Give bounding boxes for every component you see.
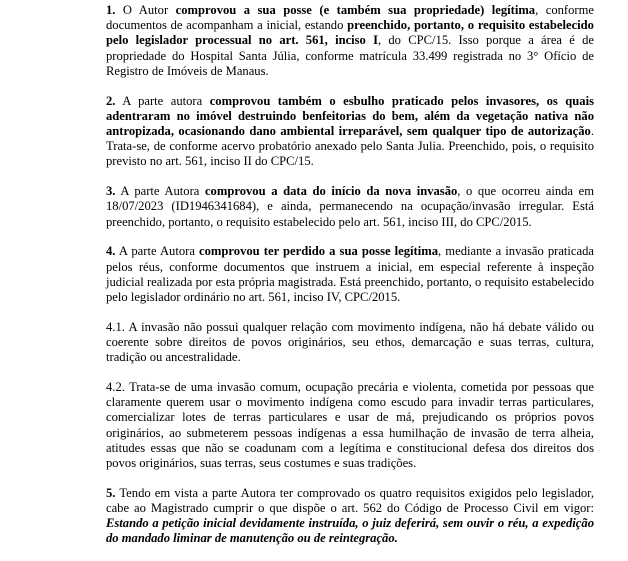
paragraph-emphasis: preenchido, portanto, o requisito estabelecido pelo legislador processual no art. 561, inciso I bbox=[106, 18, 594, 48]
paragraph-text: 4.1. A invasão não possui qualquer relação com movimento indígena, não há debate válido ou coerente sobre direitos de povos originários, seu ethos, demarcação e suas terras, cultura, tradição ou ancestralidade. bbox=[106, 319, 594, 365]
paragraph-text: 4.2. Trata-se de uma invasão comum, ocupação precária e violenta, cometida por pessoas que claramente querem usar o movimento indígena como escudo para invadir terras particulares, comercializar lotes de terras particulares e usar de má, prejudicando os próprios povos originários, ao submeterem pessoas indígenas a essa humilhação de invasão de terra alheia, atitudes essas que não se coadunam com a legítima e constitucional defesa dos direitos dos povos originários, suas terras, seus costumes e suas tradições. bbox=[106, 380, 594, 471]
paragraph-number: 1. bbox=[106, 3, 116, 17]
paragraph-4-1 bbox=[106, 320, 594, 366]
paragraph-1 bbox=[106, 3, 594, 79]
paragraph-4 bbox=[106, 244, 594, 305]
paragraph-text: O Autor bbox=[115, 3, 176, 17]
legal-citation: Estando a petição inicial devidamente instruída, o juiz deferirá, sem ouvir o réu, a expedição do mandado liminar de manutenção ou de reintegração. bbox=[106, 516, 594, 546]
paragraph-number: 2. bbox=[106, 93, 116, 108]
paragraph-number: 3. bbox=[106, 184, 116, 199]
paragraph-text: A parte Autora bbox=[115, 184, 205, 199]
paragraph-text: A parte autora bbox=[115, 93, 210, 108]
paragraph-emphasis: comprovou a sua posse (e também sua propriedade) legítima bbox=[175, 3, 536, 17]
paragraph-text: Tendo em vista a parte Autora ter comprovado os quatro requisitos exigidos pelo legislador, cabe ao Magistrado cumprir o que dispõe o art. 562 do Código de Processo Civil em vigor: bbox=[106, 485, 594, 516]
paragraph-3 bbox=[106, 184, 594, 230]
paragraph-text: , conforme documentos de acompanham a inicial, estando bbox=[106, 3, 594, 33]
paragraph-text: A parte Autora bbox=[115, 244, 200, 259]
paragraph-4-2 bbox=[106, 380, 594, 471]
paragraph-2 bbox=[106, 94, 594, 170]
paragraph-text: , o que ocorreu ainda em 18/07/2023 (ID1946341684), e ainda, permanecendo na ocupação/invasão irregular. Está preenchido, portanto, o requisito estabelecido pelo art. 561, inciso III, do CPC/2015. bbox=[106, 184, 594, 229]
paragraph-text: . Trata-se, de conforme acervo probatório anexado pelo Santa Julia. Preenchido, pois, o requisito previsto no art. 561, inciso II do CPC/15. bbox=[106, 124, 594, 169]
paragraph-emphasis: comprovou ter perdido a sua posse legítima bbox=[199, 244, 439, 259]
paragraph-number: 4. bbox=[106, 244, 116, 259]
paragraph-emphasis: comprovou também o esbulho praticado pelos invasores, os quais adentraram no imóvel destruindo benfeitorias do bem, além da vegetação nativa não antropizada, ocasionando dano ambiental irreparável, sem qualquer tipo de autorização bbox=[106, 93, 595, 139]
paragraph-5 bbox=[106, 486, 594, 547]
paragraph-number: 5. bbox=[106, 485, 116, 500]
paragraph-emphasis: comprovou a data do início da nova invasão bbox=[204, 184, 458, 199]
document-body bbox=[106, 3, 594, 561]
paragraph-text: , do CPC/15. Isso porque a área é de propriedade do Hospital Santa Júlia, conforme matrícula 33.499 registrada no 3° Ofício de Registro de Imóveis de Manaus. bbox=[106, 33, 594, 78]
paragraph-text: , mediante a invasão praticada pelos réus, conforme documentos que instruem a inicial, em especial referente à inspeção judicial realizada por esta própria magistrada. Está preenchido, portanto, o requisito estabelecido pelo legislador ordinário no art. 561, inciso IV, CPC/2015. bbox=[106, 244, 594, 305]
